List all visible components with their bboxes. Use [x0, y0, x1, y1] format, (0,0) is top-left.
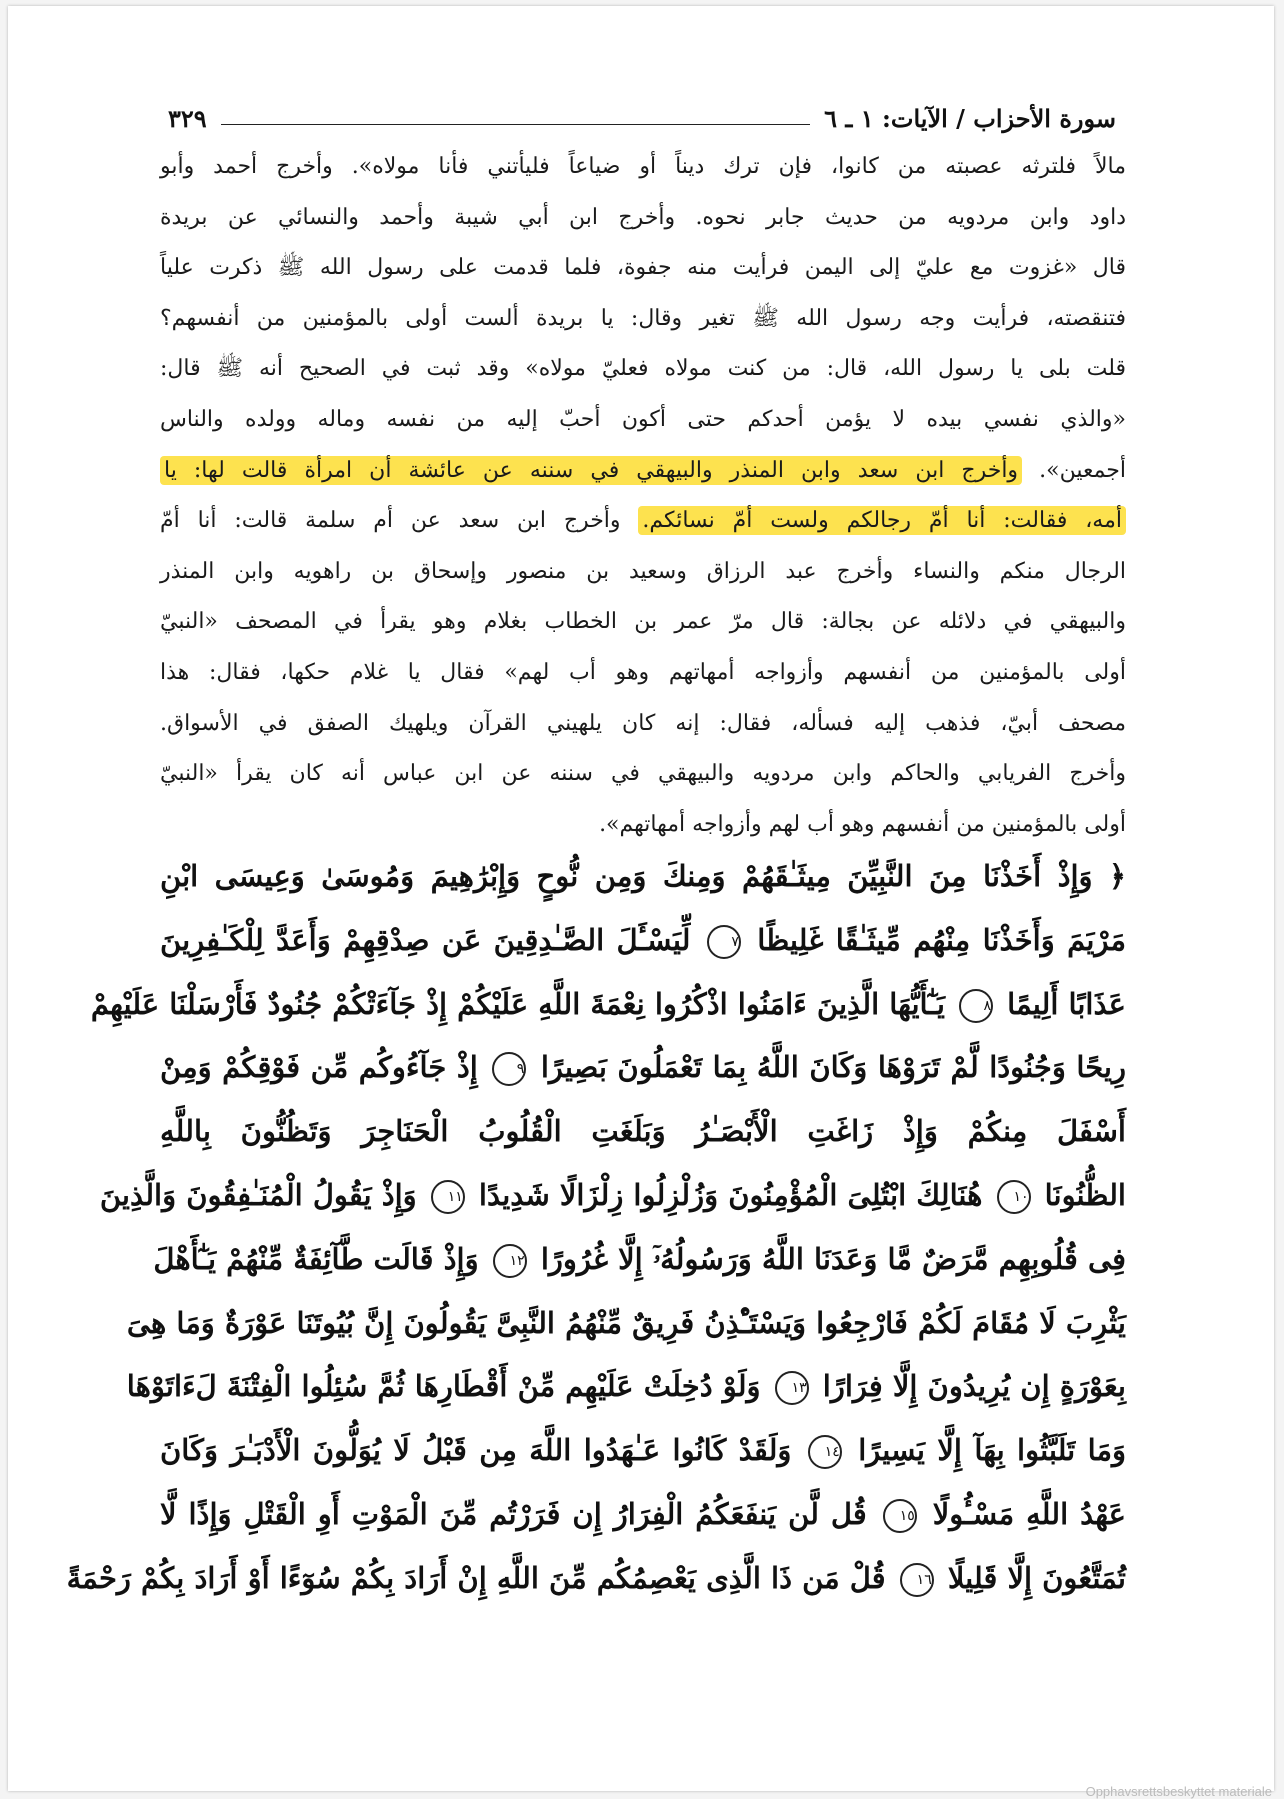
quran-line: [153, 1228, 1126, 1292]
verse-text: بِعَوْرَةٍ إِن يُرِيدُونَ إِلَّا فِرَارًا: [822, 1369, 1126, 1404]
ayah-number-marker: ٩: [492, 1052, 526, 1086]
ayah-number-marker: ١٠: [997, 1180, 1031, 1214]
highlighted-text: وأخرج ابن سعد وابن المنذر والبيهقي في سننه عن عائشة أن امرأة قالت لها: يا: [160, 456, 1022, 485]
ayah-number-marker: ١٤: [808, 1435, 842, 1469]
verse-text: وَإِذْ قَالَت طَّآئِفَةٌ مِّنْهُمْ يَـٰٓأَهْلَ: [153, 1241, 479, 1276]
verse-text: يَثْرِبَ لَا مُقَامَ لَكُمْ فَارْجِعُوا وَيَسْتَـْٔذِنُ فَرِيقٌ مِّنْهُمُ النَّبِىَّ يَقُولُونَ إِنَّ بُيُوتَنَا عَوْرَةٌ وَمَا هِىَ: [126, 1305, 1126, 1340]
commentary-line: والبيهقي في دلائله عن بجالة: قال مرّ عمر بن الخطاب بغلام وهو يقرأ في المصحف «النبيّ: [160, 609, 1126, 635]
quran-verses: [66, 845, 1127, 1611]
verse-text: قُلْ مَن ذَا الَّذِى يَعْصِمُكُم مِّنَ اللَّهِ إِنْ أَرَادَ بِكُمْ سُوٓءًا أَوْ أَرَادَ بِكُمْ رَحْمَةً: [66, 1560, 886, 1595]
commentary-line: مصحف أبيّ، فذهب إليه فسأله، فقال: إنه كان يلهيني القرآن ويلهيك الصفق في الأسواق.: [160, 710, 1126, 736]
line-suffix: وأخرج ابن سعد عن أم سلمة قالت: أنا أمّ: [160, 508, 621, 534]
verse-text: مَرْيَمَ وَأَخَذْنَا مِنْهُم مِّيثَـٰقًا غَلِيظًا: [757, 922, 1126, 957]
quran-line: [160, 1419, 1126, 1483]
highlighted-text: أمه، فقالت: أنا أمّ رجالكم ولست أمّ نسائكم.: [638, 506, 1126, 535]
commentary-line: فتنقصته، فرأيت وجه رسول الله ﷺ تغير وقال: يا بريدة ألست أولى بالمؤمنين من أنفسهم؟: [160, 305, 1126, 331]
copyright-watermark: Opphavsrettsbeskyttet materiale: [1085, 1784, 1272, 1799]
verse-text: أَسْفَلَ مِنكُمْ وَإِذْ زَاغَتِ الْأَبْصَـٰرُ وَبَلَغَتِ الْقُلُوبُ الْحَنَاجِرَ وَتَظُنُّونَ بِاللَّهِ: [160, 1114, 1126, 1149]
header-rule: [221, 124, 810, 125]
commentary-line: «والذي نفسي بيده لا يؤمن أحدكم حتى أكون أحبّ إليه من نفسه وماله وولده والناس: [160, 406, 1126, 432]
verse-text: وَإِذْ يَقُولُ الْمُنَـٰفِقُونَ وَالَّذِينَ: [99, 1177, 417, 1212]
commentary-line: مالاً فلترثه عصبته من كانوا، فإن ترك ديناً أو ضياعاً فليأتني فأنا مولاه». وأخرج أحمد وأبو: [160, 154, 1126, 179]
line-prefix: أجمعين».: [1039, 457, 1127, 483]
commentary-line: وأخرج الفريابي والحاكم وابن مردويه والبيهقي في سننه عن ابن عباس أنه كان يقرأ «النبيّ: [160, 761, 1126, 787]
quran-line: [99, 1164, 1126, 1228]
commentary-line-highlighted: [160, 496, 1126, 547]
quran-line: [160, 1483, 1126, 1547]
verse-text: تُمَتَّعُونَ إِلَّا قَلِيلًا: [947, 1560, 1126, 1595]
verse-text: قُل لَّن يَنفَعَكُمُ الْفِرَارُ إِن فَرَرْتُم مِّنَ الْمَوْتِ أَوِ الْقَتْلِ وَإِذًا لَّا: [160, 1496, 867, 1531]
quran-line: [160, 845, 1126, 909]
quran-line: [160, 1100, 1126, 1164]
page-header: [168, 98, 1116, 138]
ayah-number-marker: ٧: [707, 925, 741, 959]
ayah-number-marker: ١٢: [493, 1244, 527, 1278]
verse-text: وَمَا تَلَبَّثُوا بِهَآ إِلَّا يَسِيرًا: [858, 1433, 1127, 1468]
commentary-text: [160, 142, 1126, 850]
quran-line: [90, 973, 1126, 1037]
verse-text: ﴿ وَإِذْ أَخَذْنَا مِنَ النَّبِيِّنَ مِيثَـٰقَهُمْ وَمِنكَ وَمِن نُّوحٍ وَإِبْرَٰهِيمَ وَمُوسَىٰ وَعِيسَى ابْنِ: [160, 859, 1126, 893]
verse-text: وَلَوْ دُخِلَتْ عَلَيْهِم مِّنْ أَقْطَارِهَا ثُمَّ سُئِلُوا الْفِتْنَةَ لَءَاتَوْهَا: [126, 1369, 761, 1404]
verse-text: عَهْدُ اللَّهِ مَسْـُٔولًا: [932, 1496, 1126, 1531]
ayah-number-marker: ٨: [959, 989, 993, 1023]
ayah-number-marker: ١٣: [775, 1371, 809, 1405]
commentary-line: أولى بالمؤمنين من أنفسهم وأزواجه أمهاتهم وهو أب لهم» فقال يا غلام حكها، فقال: هذا: [160, 659, 1126, 685]
ayah-number-marker: ١١: [431, 1180, 465, 1214]
quran-line: [126, 1292, 1126, 1356]
running-title: سورة الأحزاب / الآيات: ١ ـ ٦: [824, 103, 1116, 133]
commentary-line: أولى بالمؤمنين من أنفسهم وهو أب لهم وأزواجه أمهاتهم».: [599, 811, 1126, 837]
commentary-line: داود وابن مردويه من حديث جابر نحوه. وأخرج ابن أبي شيبة وأحمد والنسائي عن بريدة: [160, 204, 1126, 230]
quran-line: [66, 1547, 1126, 1611]
commentary-line-highlighted: [160, 446, 1126, 497]
verse-text: الظُّنُونَا: [1044, 1177, 1126, 1212]
verse-text: يَـٰٓأَيُّهَا الَّذِينَ ءَامَنُوا اذْكُرُوا نِعْمَةَ اللَّهِ عَلَيْكُمْ إِذْ جَآءَتْكُمْ جُنُودٌ فَأَرْسَلْنَا عَلَيْهِمْ: [90, 986, 945, 1021]
verse-text: رِيحًا وَجُنُودًا لَّمْ تَرَوْهَا وَكَانَ اللَّهُ بِمَا تَعْمَلُونَ بَصِيرًا: [540, 1050, 1126, 1085]
verse-text: لِّيَسْـَٔلَ الصَّـٰدِقِينَ عَن صِدْقِهِمْ وَأَعَدَّ لِلْكَـٰفِرِينَ: [160, 922, 691, 957]
verse-text: هُنَالِكَ ابْتُلِىَ الْمُؤْمِنُونَ وَزُلْزِلُوا زِلْزَالًا شَدِيدًا: [478, 1177, 983, 1212]
verse-text: إِذْ جَآءُوكُم مِّن فَوْقِكُمْ وَمِنْ: [160, 1050, 478, 1085]
quran-line: [160, 1036, 1126, 1100]
commentary-line: الرجال منكم والنساء وأخرج عبد الرزاق وسعيد بن منصور وإسحاق بن راهويه وابن المنذر: [160, 558, 1126, 584]
ayah-number-marker: ١٦: [900, 1563, 934, 1597]
verse-text: وَلَقَدْ كَانُوا عَـٰهَدُوا اللَّهَ مِن قَبْلُ لَا يُوَلُّونَ الْأَدْبَـٰرَ وَكَانَ: [160, 1433, 792, 1468]
verse-text: عَذَابًا أَلِيمًا: [1007, 986, 1126, 1021]
page-number: ٣٢٩: [168, 103, 207, 133]
commentary-line: قال «غزوت مع عليّ إلى اليمن فرأيت منه جفوة، فلما قدمت على رسول الله ﷺ ذكرت علياً: [160, 255, 1126, 281]
quran-line: [126, 1355, 1126, 1419]
ayah-number-marker: ١٥: [883, 1499, 917, 1533]
verse-text: فِى قُلُوبِهِم مَّرَضٌ مَّا وَعَدَنَا اللَّهُ وَرَسُولُهُۥٓ إِلَّا غُرُورًا: [540, 1241, 1126, 1276]
quran-line: [160, 909, 1126, 973]
commentary-line: قلت بلى يا رسول الله، قال: من كنت مولاه فعليّ مولاه» وقد ثبت في الصحيح أنه ﷺ قال:: [160, 356, 1126, 382]
